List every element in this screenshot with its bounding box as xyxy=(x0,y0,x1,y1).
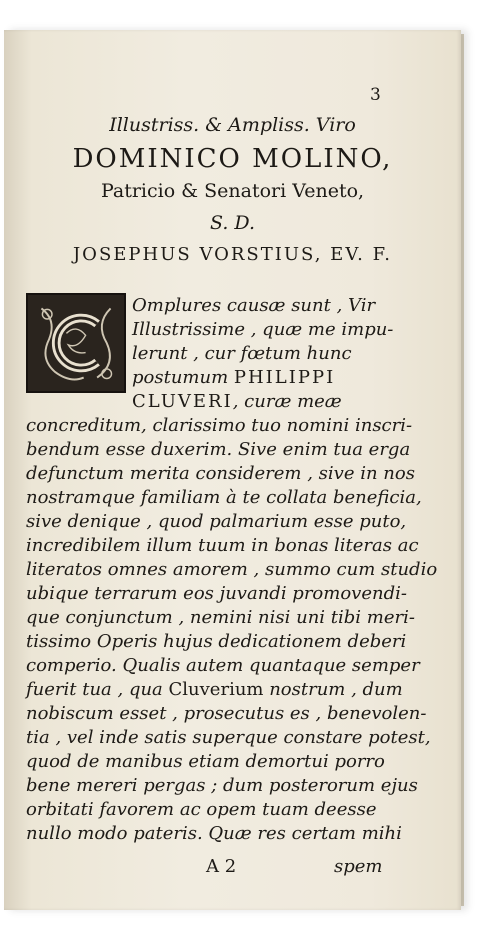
body-line: orbitati favorem ac opem tuam deesse xyxy=(26,799,377,820)
body-line: comperio. Qualis autem quantaque semper xyxy=(26,655,420,676)
body-line: ubique terrarum eos juvandi promovendi- xyxy=(26,583,407,604)
body-line: postumum PHILIPPI xyxy=(132,367,336,388)
body-line: bene mereri pergas ; dum posterorum ejus xyxy=(26,775,418,796)
signature-mark: A 2 xyxy=(206,856,237,877)
body-line: Illustrissime , quæ me impu- xyxy=(132,319,394,340)
body-line: Omplures causæ sunt , Vir xyxy=(132,295,376,316)
ornament-c-icon xyxy=(28,295,124,391)
decorated-initial-c xyxy=(26,293,126,393)
dedication-line-1: Illustriss. & Ampliss. Viro xyxy=(109,114,356,136)
dedicatee-title: Patricio & Senatori Veneto, xyxy=(100,180,365,202)
body-line: que conjunctum , nemini nisi uni tibi meri- xyxy=(26,607,415,628)
body-line: tissimo Operis hujus dedicationem deberi xyxy=(26,631,407,652)
body-line: incredibilem illum tuum in bonas literas ac xyxy=(26,535,419,556)
body-line: fuerit tua , qua Cluverium nostrum , dum xyxy=(26,679,403,700)
book-page xyxy=(4,30,461,910)
catchword: spem xyxy=(334,856,383,877)
body-line: nullo modo pateris. Quæ res certam mihi xyxy=(26,823,402,844)
author-line: JOSEPHUS VORSTIUS, EV. F. xyxy=(72,244,393,265)
body-line: sive denique , quod palmarium esse puto, xyxy=(26,511,407,532)
body-line: bendum esse duxerim. Sive enim tua erga xyxy=(26,439,411,460)
page-number: 3 xyxy=(370,85,381,105)
body-line: quod de manibus etiam demortui porro xyxy=(26,751,385,772)
body-line: CLUVERI, curæ meæ xyxy=(132,391,342,412)
salutation: S. D. xyxy=(209,212,255,234)
body-line: tia , vel inde satis superque constare potest, xyxy=(26,727,431,748)
dedicatee-name: DOMINICO MOLINO, xyxy=(72,144,393,174)
body-line: nobiscum esset , prosecutus es , benevolen- xyxy=(26,703,427,724)
body-line: lerunt , cur fœtum hunc xyxy=(132,343,352,364)
body-line: defunctum merita considerem , sive in nos xyxy=(26,463,415,484)
body-line: nostramque familiam à te collata beneficia, xyxy=(26,487,422,508)
body-line: concreditum, clarissimo tuo nomini inscri- xyxy=(26,415,413,436)
body-line: literatos omnes amorem , summo cum studio xyxy=(26,559,438,580)
